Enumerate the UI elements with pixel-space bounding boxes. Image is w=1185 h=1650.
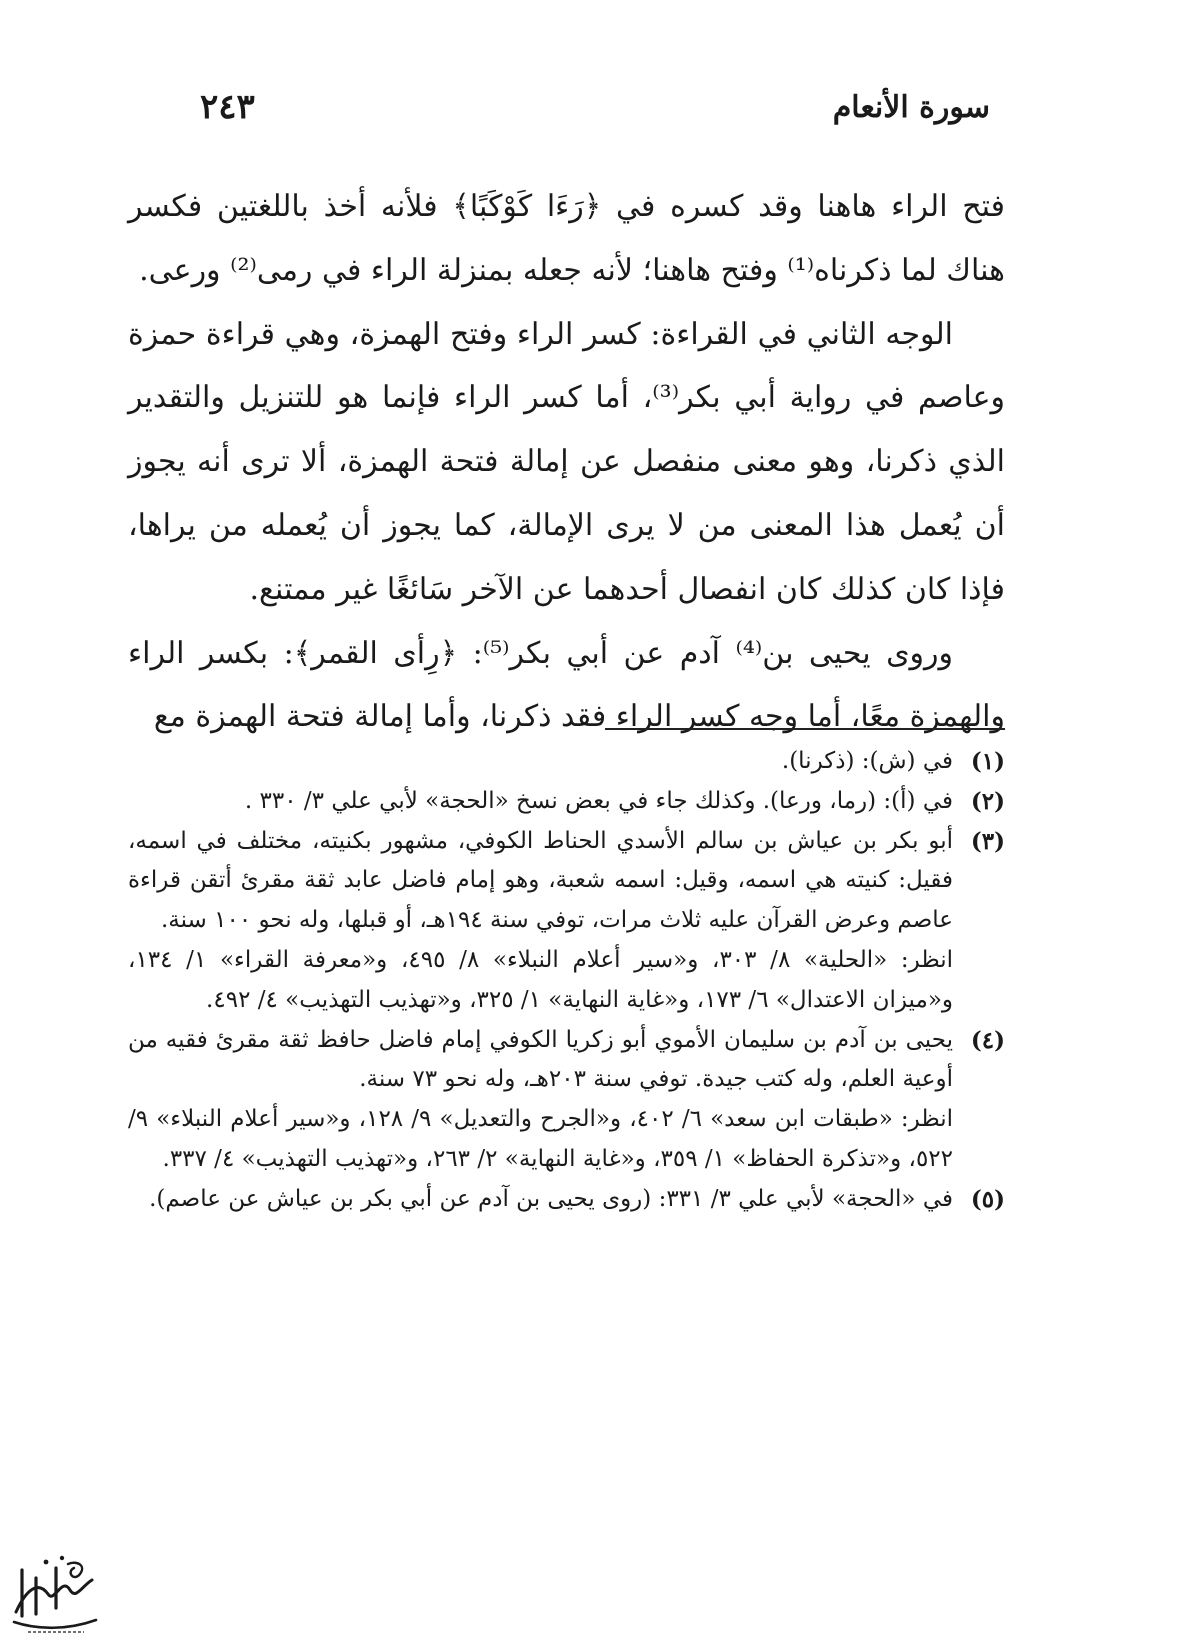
footnote-body xyxy=(128,1180,953,1220)
page-header xyxy=(200,82,990,132)
footnote-divider xyxy=(605,728,1005,730)
footnote-number: (٢) xyxy=(970,787,1005,815)
footnote-body xyxy=(128,822,953,1021)
footnote-number: (٣) xyxy=(970,827,1005,855)
footnote-number: (٥) xyxy=(970,1185,1005,1213)
footnote-4 xyxy=(128,1021,1005,1180)
page-number: ٢٤٣ xyxy=(200,87,255,127)
footnote-text: في «الحجة» لأبي علي ٣/ ٣٣١: (روى يحيى بن آدم عن أبي بكر بن عياش عن عاصم). xyxy=(149,1185,953,1212)
footnote-5 xyxy=(128,1180,1005,1220)
footnote-text: في (ش): (ذكرنا). xyxy=(781,748,953,774)
surah-title: سورة الأنعام xyxy=(832,89,990,125)
paragraph-2: الوجه الثاني في القراءة: كسر الراء وفتح الهمزة، وهي قراءة حمزة وعاصم في رواية أبي بكر⁽³⁾، أما كسر الراء فإنما هو للتنزيل والتقدير الذي ذكرنا، وهو معنى منفصل عن إمالة فتحة الهمزة، ألا ترى أنه يجوز أن يُعمل هذا المعنى من لا يرى الإمالة، كما يجوز أن يُعمله من يراها، فإذا كان كذلك كان انفصال أحدهما عن الآخر سَائغًا غير ممتنع. xyxy=(128,316,1005,607)
footnote-1 xyxy=(128,742,1005,782)
footnote-text: أبو بكر بن عياش بن سالم الأسدي الحناط الكوفي، مشهور بكنيته، مختلف في اسمه، فقيل: كنيته هي اسمه، وقيل: اسمه شعبة، وهو إمام فاضل عابد ثقة مقرئ أتقن قراءة عاصم وعرض القرآن عليه ثلاث مرات، توفي سنة ١٩٤هـ، أو قبلها، وله نحو ١٠٠ سنة. xyxy=(128,827,953,934)
footnote-number: (١) xyxy=(970,748,1005,775)
footnote-references: انظر: «طبقات ابن سعد» ٦/ ٤٠٢، و«الجرح والتعديل» ٩/ ١٢٨، و«سير أعلام النبلاء» ٩/ ٥٢٢، و«تذكرة الحفاظ» ١/ ٣٥٩، و«غاية النهاية» ٢/ ٢٦٣، و«تهذيب التهذيب» ٤/ ٣٣٧. xyxy=(128,1106,953,1172)
footnote-2 xyxy=(128,782,1005,822)
footnote-body xyxy=(128,1021,953,1180)
footnote-text: في (أ): (رما، ورعا). وكذلك جاء في بعض نسخ «الحجة» لأبي علي ٣/ ٣٣٠ . xyxy=(244,787,953,814)
footnote-text: يحيى بن آدم بن سليمان الأموي أبو زكريا الكوفي إمام فاضل حافظ ثقة مقرئ فقيه من أوعية العلم، وله كتب جيدة. توفي سنة ٢٠٣هـ، وله نحو ٧٣ سنة. xyxy=(128,1026,953,1093)
footnote-references: انظر: «الحلية» ٨/ ٣٠٣، و«سير أعلام النبلاء» ٨/ ٤٩٥، و«معرفة القراء» ١/ ١٣٤، و«ميزان الاعتدال» ٦/ ١٧٣، و«غاية النهاية» ١/ ٣٢٥، و«تهذيب التهذيب» ٤/ ٤٩٢. xyxy=(128,946,954,1013)
footnote-body xyxy=(128,742,953,782)
library-calligraphy-logo-icon xyxy=(8,1550,100,1640)
paragraph-1: فتح الراء هاهنا وقد كسره في ﴿رَءَا كَوْكَبًا﴾ فلأنه أخذ باللغتين فكسر هناك لما ذكرناه⁽¹⁾ وفتح هاهنا؛ لأنه جعله بمنزلة الراء في رمى⁽²⁾ ورعى. xyxy=(128,189,1005,288)
footnote-3 xyxy=(128,822,1005,1021)
main-text xyxy=(128,175,1005,749)
footnote-number: (٤) xyxy=(970,1026,1005,1054)
footnotes xyxy=(128,742,1005,1220)
footnote-body xyxy=(128,782,953,822)
paragraph-3: وروى يحيى بن⁽⁴⁾ آدم عن أبي بكر⁽⁵⁾: ﴿رِأى القمر﴾: بكسر الراء والهمزة معًا، أما وجه كسر الراء فقد ذكرنا، وأما إمالة فتحة الهمزة مع xyxy=(128,635,1005,735)
